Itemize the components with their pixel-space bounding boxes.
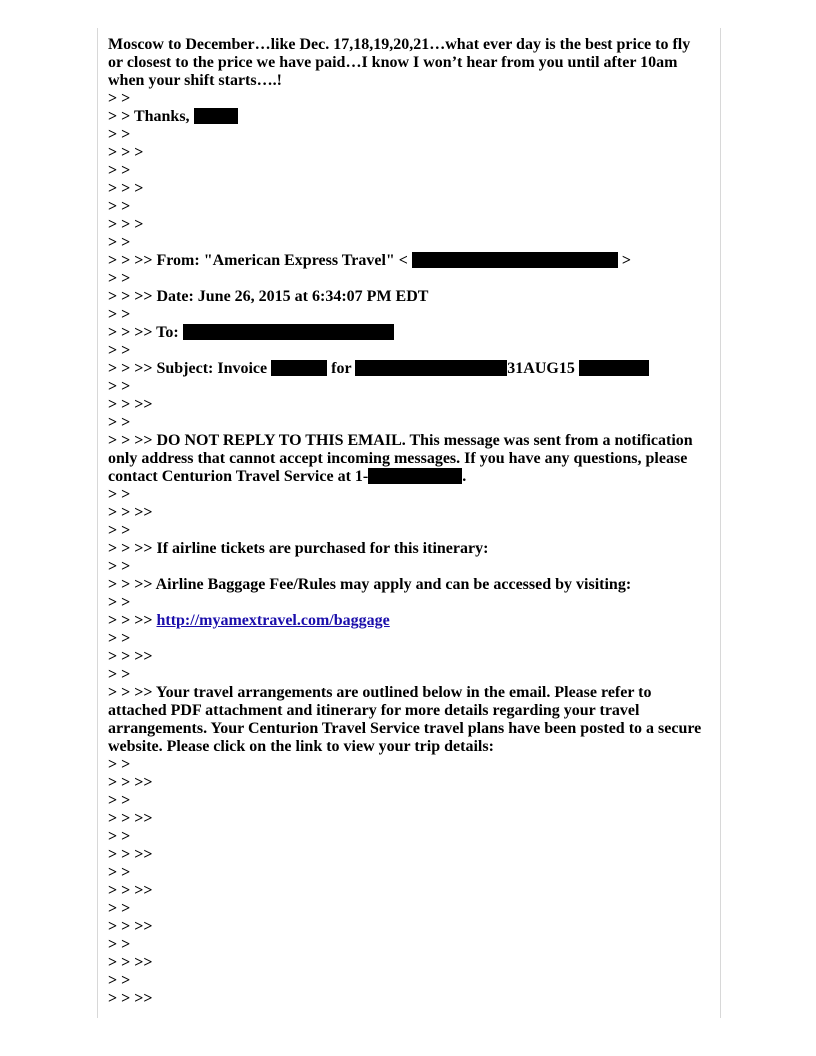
quote-line: > > >>	[108, 918, 153, 935]
date-line: > > >> Date: June 26, 2015 at 6:34:07 PM EDT	[108, 288, 429, 305]
link-prefix: > > >>	[108, 612, 157, 629]
quote-line: > >	[108, 270, 131, 287]
subject-line	[108, 360, 708, 378]
quote-line: > >	[108, 630, 131, 647]
notice-text: > > >> DO NOT REPLY TO THIS EMAIL. This message was sent from a notification only address that cannot accept incoming messages. If you have any questions, please contact Centurion Travel Service at 1-	[108, 432, 693, 485]
quote-line: > > >>	[108, 774, 153, 791]
subject-label: > > >> Subject: Invoice	[108, 360, 272, 377]
redacted-recipient	[183, 324, 394, 340]
quote-line: > >	[108, 414, 131, 431]
quote-line: > >	[108, 558, 131, 575]
quote-line: > >	[108, 864, 131, 881]
quote-line: > > >	[108, 216, 144, 233]
redacted-traveler	[355, 360, 507, 376]
quote-line: > >	[108, 162, 131, 179]
from-label: > > >> From: "American Express Travel" <	[108, 252, 412, 269]
to-line	[108, 324, 708, 342]
quote-line: > >	[108, 126, 131, 143]
quote-line: > >	[108, 234, 131, 251]
from-line	[108, 252, 708, 270]
quote-line: > >	[108, 792, 131, 809]
do-not-reply-notice	[108, 432, 708, 486]
quote-line: > >	[108, 198, 131, 215]
quote-line: > >	[108, 306, 131, 323]
redacted-phone-number	[368, 468, 462, 484]
redacted-email	[412, 252, 618, 268]
baggage-link[interactable]: http://myamextravel.com/baggage	[156, 612, 390, 629]
quote-line: > >	[108, 972, 131, 989]
quote-line: > >	[108, 342, 131, 359]
thanks-line	[108, 108, 708, 126]
travel-arrangements-paragraph: > > >> Your travel arrangements are outlined below in the email. Please refer to attached PDF attachment and itinerary for more details regarding your travel arrangements. Your Centurion Travel Service travel plans have been posted to a secure website. Please click on the link to view your trip details:	[108, 684, 702, 755]
redacted-invoice-number	[271, 360, 327, 376]
quote-line: > > >>	[108, 810, 153, 827]
quote-line: > > >>	[108, 504, 153, 521]
to-label: > > >> To:	[108, 324, 183, 341]
quote-line: > >	[108, 900, 131, 917]
quote-line: > > >>	[108, 846, 153, 863]
quote-line: > >	[108, 594, 131, 611]
quote-line: > > >>	[108, 990, 153, 1007]
quote-line: > >	[108, 936, 131, 953]
baggage-rules-line: > > >> Airline Baggage Fee/Rules may apply and can be accessed by visiting:	[108, 576, 632, 593]
email-intro-paragraph: Moscow to December…like Dec. 17,18,19,20,21…what ever day is the best price to fly or closest to the price we have paid…I know I won’t hear from you until after 10am when your shift starts….!	[108, 36, 691, 89]
redacted-name	[194, 108, 238, 124]
notice-end: .	[462, 468, 467, 485]
subject-date: 31AUG15	[507, 360, 579, 377]
thanks-text: > > Thanks,	[108, 108, 194, 125]
quote-line: > >	[108, 756, 131, 773]
quote-line: > >	[108, 486, 131, 503]
quote-line: > >	[108, 666, 131, 683]
quote-line: > > >>	[108, 396, 153, 413]
quote-line: > > >	[108, 180, 144, 197]
quote-line: > >	[108, 828, 131, 845]
quote-line: > > >>	[108, 882, 153, 899]
quote-line: > >	[108, 522, 131, 539]
subject-for: for	[327, 360, 356, 377]
quote-line: > > >>	[108, 648, 153, 665]
quote-line: > > >	[108, 144, 144, 161]
quote-line: > >	[108, 378, 131, 395]
airline-tickets-line: > > >> If airline tickets are purchased for this itinerary:	[108, 540, 489, 557]
baggage-link-line	[108, 612, 708, 630]
quote-line: > >	[108, 90, 131, 107]
from-suffix: >	[617, 252, 632, 269]
quote-line: > > >>	[108, 954, 153, 971]
redacted-reference	[579, 360, 649, 376]
email-body	[108, 36, 708, 1008]
